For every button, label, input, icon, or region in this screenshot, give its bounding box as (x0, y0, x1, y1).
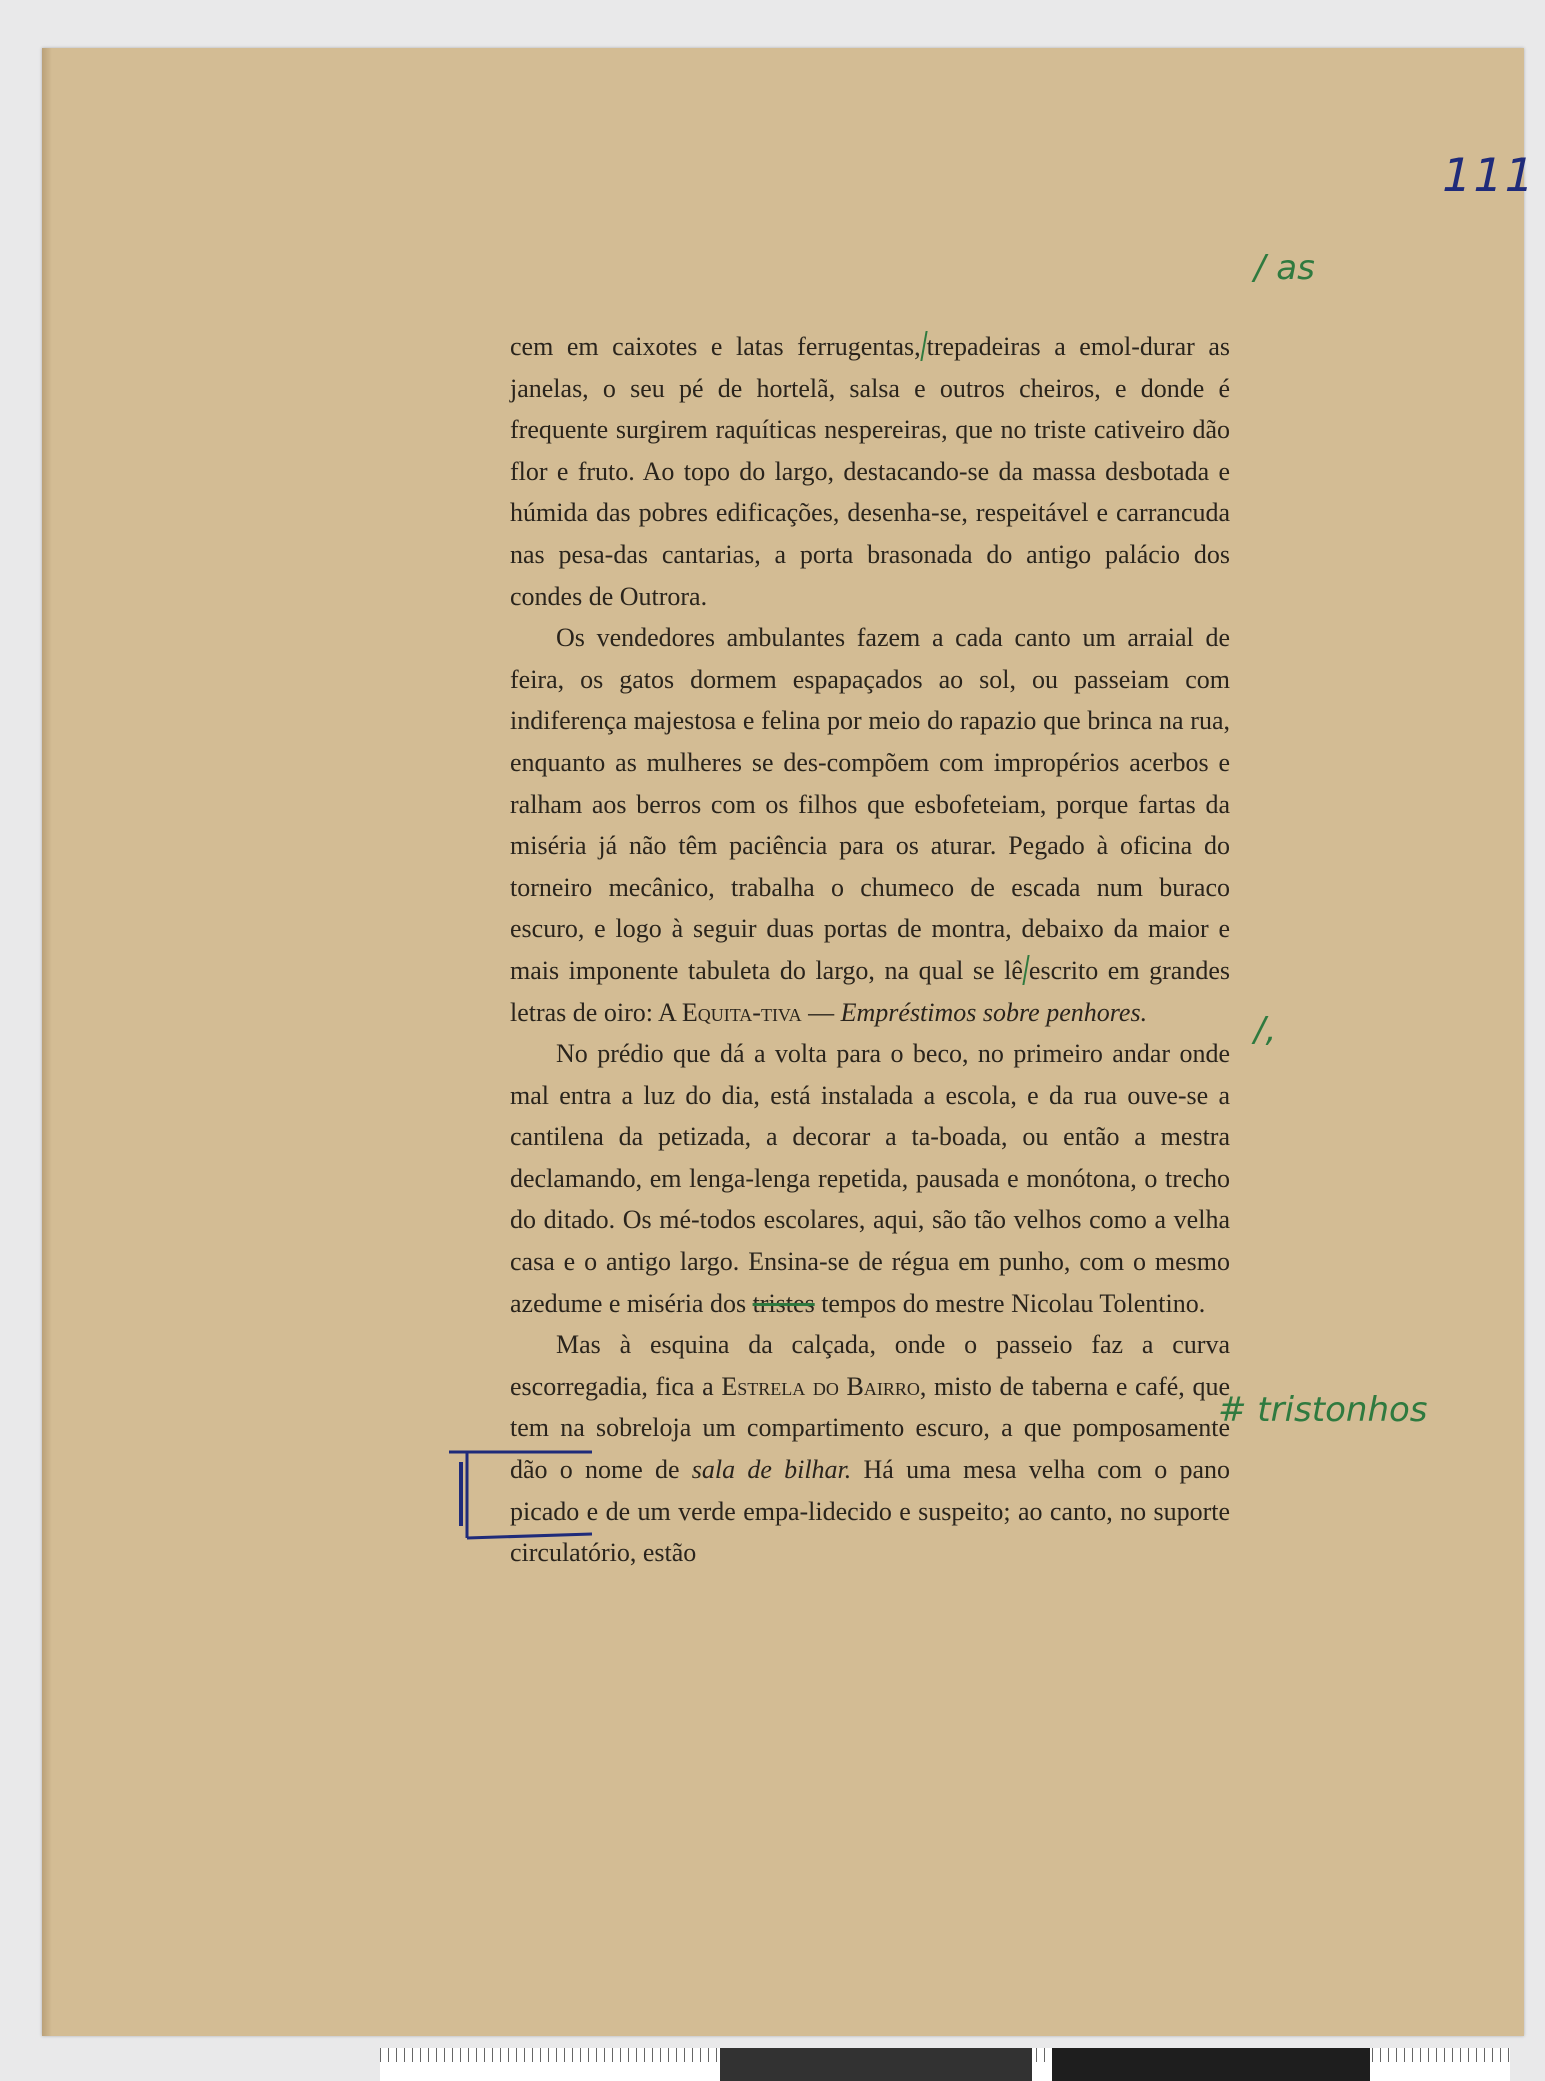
margin-note-insert-as: / as (1254, 248, 1315, 288)
emprestimos-phrase: Empréstimos sobre penhores. (840, 997, 1148, 1027)
margin-note-tristonhos: # tristonhos (1218, 1390, 1428, 1430)
paragraph-4 (510, 1324, 1230, 1574)
paragraph-1-rest: trepadeiras a emol-durar as janelas, o seu pé de hortelã, salsa e outros cheiros, e donde é frequente surgirem raquíticas nespereiras, que no triste cativeiro dão flor e fruto. Ao topo do largo, destacando-se da massa desbotada e húmida das pobres edificações, desenha-se, respeitável e carrancuda nas pesa-das cantarias, a porta brasonada do antigo palácio dos condes de Outrora. (510, 332, 1230, 611)
ruler-black-patch (1052, 2048, 1370, 2081)
color-scale-ruler (380, 2048, 1510, 2081)
body-text (510, 326, 1230, 1574)
paragraph-1 (510, 326, 1230, 617)
paragraph-4-mid: misto de taberna e café, que tem na sobreloja um compartimento escuro, a que pomposamente dão o nome de (510, 1371, 1230, 1485)
paragraph-3-end: tempos do mestre Nicolau Tolentino. (821, 1288, 1206, 1318)
sala-de-bilhar-phrase: sala de bilhar. (691, 1455, 852, 1485)
paragraph-2-start: Os vendedores ambulantes fazem a cada canto um arraial de feira, os gatos dormem espapaçados ao sol, ou passeiam com indiferença majestosa e felina por meio do rapazio que brinca na rua, enquanto as mulheres se des-compõem com impropérios acerbos e ralham aos berros com os filhos que esbofeteiam, porque fartas da miséria já não têm paciência para os aturar. Pegado à oficina do torneiro mecânico, trabalha o chumeco de escada num buraco escuro, e logo à seguir duas portas de montra, debaixo da maior e mais imponente tabuleta do largo, na qual se lê (510, 623, 1230, 985)
paragraph-4-start: Mas à esquina da calçada, onde o passeio faz a curva escorregadia, fica a (510, 1330, 1230, 1401)
em-dash: — (801, 997, 841, 1027)
paragraph-4-end: Há uma mesa velha com o pano picado e de um verde empa-lidecido e suspeito; ao canto, no suporte circulatório, estão (510, 1455, 1231, 1568)
margin-note-comma: /, (1254, 1010, 1277, 1050)
paragraph-3 (510, 1033, 1230, 1324)
paragraph-2-mid: escrito em grandes letras de oiro: A (510, 955, 1230, 1027)
page-number: 111 (1436, 148, 1542, 202)
paragraph-1-start: cem em caixotes e latas ferrugentas, (510, 332, 921, 361)
paragraph-2 (510, 617, 1230, 1033)
estrela-do-bairro-name: Estrela do Bairro, (721, 1371, 927, 1401)
struck-word: tristes (752, 1288, 815, 1318)
paragraph-3-start: No prédio que dá a volta para o beco, no primeiro andar onde mal entra a luz do dia, está instalada a escola, e da rua ouve-se a cantilena da petizada, a decorar a ta-boada, ou então a mestra declamando, em lenga-lenga repetida, pausada e monótona, o trecho do ditado. Os mé-todos escolares, aqui, são tão velhos como a velha casa e o antigo largo. Ensina-se de régua em punho, com o mesmo azedume e miséria dos (510, 1039, 1230, 1318)
ruler-dark-patch (720, 2048, 1032, 2081)
equitativa-name: Equita-tiva (681, 997, 802, 1027)
manuscript-page (42, 48, 1542, 2036)
